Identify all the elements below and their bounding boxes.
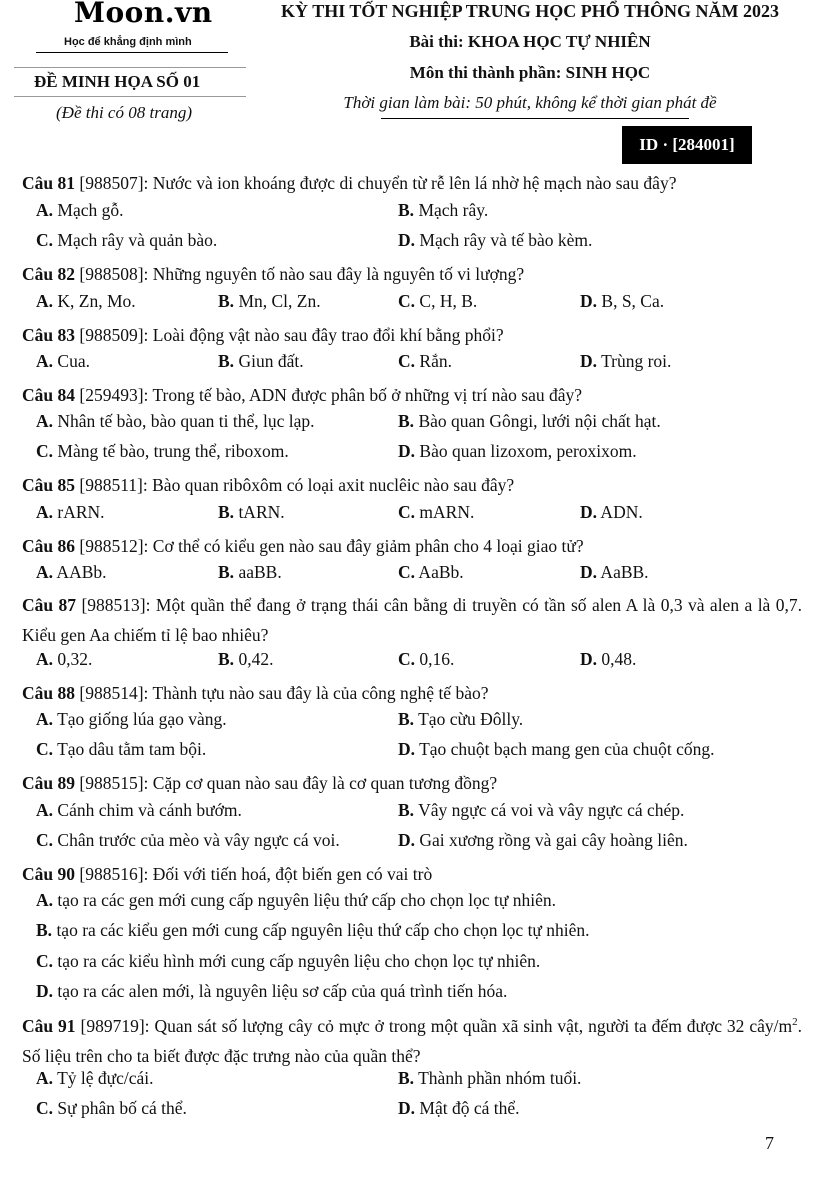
- option-text: 0,16.: [415, 649, 455, 669]
- option-text: Bào quan Gôngi, lưới nội chất hạt.: [414, 411, 661, 431]
- answer-option[interactable]: [36, 200, 124, 221]
- option-text: mARN.: [415, 502, 475, 522]
- answer-option[interactable]: [398, 800, 684, 821]
- answer-option[interactable]: [398, 200, 488, 221]
- option-letter: C.: [36, 951, 54, 971]
- option-text: tạo ra các kiểu gen mới cung cấp nguyên liệu thứ cấp cho chọn lọc tự nhiên.: [52, 920, 590, 940]
- exam-time: Thời gian làm bài: 50 phút, không kể thời gian phát đề: [343, 93, 717, 112]
- option-letter: D.: [398, 1098, 416, 1118]
- answer-option[interactable]: [36, 1098, 187, 1119]
- option-text: Mạch rây.: [414, 200, 489, 220]
- answer-option[interactable]: [36, 230, 217, 251]
- answer-option[interactable]: [218, 562, 282, 583]
- answer-option[interactable]: [36, 800, 242, 821]
- answer-option[interactable]: [36, 951, 540, 972]
- answer-option[interactable]: [398, 502, 474, 523]
- option-letter: B.: [218, 562, 235, 582]
- answer-option[interactable]: [398, 562, 464, 583]
- option-text: Tạo chuột bạch mang gen của chuột cống.: [415, 739, 715, 759]
- answer-option[interactable]: [36, 441, 289, 462]
- option-letter: A.: [36, 411, 54, 431]
- option-text: Tạo dâu tằm tam bội.: [53, 739, 207, 759]
- question-text: : Nước và ion khoáng được di chuyển từ rễ lên lá nhờ hệ mạch nào sau đây?: [143, 173, 677, 193]
- question-stem: [22, 531, 802, 561]
- question-id: [988509]: [75, 325, 144, 345]
- question-text: : Thành tựu nào sau đây là của công nghệ tế bào?: [143, 683, 489, 703]
- answer-option[interactable]: [36, 709, 227, 730]
- id-badge: ID · [284001]: [622, 126, 752, 164]
- question-id: [259493]: [75, 385, 144, 405]
- option-text: 0,48.: [597, 649, 637, 669]
- question-stem: [22, 678, 802, 708]
- question-id: [988515]: [75, 773, 144, 793]
- answer-option[interactable]: [36, 649, 92, 670]
- option-letter: A.: [36, 709, 54, 729]
- brand-logo: Moon.vn: [74, 0, 213, 29]
- option-text: aaBB.: [234, 562, 282, 582]
- option-text: K, Zn, Mo.: [53, 291, 136, 311]
- question-stem: [22, 168, 802, 198]
- exam-name: KỲ THI TỐT NGHIỆP TRUNG HỌC PHỔ THÔNG NĂM 2023: [281, 1, 779, 21]
- answer-option[interactable]: [398, 411, 661, 432]
- answer-option[interactable]: [36, 411, 314, 432]
- option-text: Sự phân bố cá thể.: [53, 1098, 187, 1118]
- question-text: : Cơ thể có kiểu gen nào sau đây giảm phân cho 4 loại giao tử?: [143, 536, 584, 556]
- option-text: Gai xương rồng và gai cây hoàng liên.: [415, 830, 688, 850]
- answer-option[interactable]: [36, 562, 107, 583]
- question-number: Câu 87: [22, 595, 77, 615]
- option-letter: B.: [218, 351, 235, 371]
- answer-option[interactable]: [398, 649, 454, 670]
- exam-subject: Bài thi: KHOA HỌC TỰ NHIÊN: [409, 32, 651, 51]
- question-stem: [22, 259, 802, 289]
- slogan-divider: [36, 52, 228, 53]
- answer-option[interactable]: [36, 981, 507, 1002]
- answer-option[interactable]: [398, 291, 477, 312]
- option-letter: A.: [36, 200, 54, 220]
- question-number: Câu 81: [22, 173, 75, 193]
- question-stem: [22, 590, 802, 650]
- option-letter: A.: [36, 649, 54, 669]
- option-letter: A.: [36, 291, 54, 311]
- option-letter: D.: [580, 502, 598, 522]
- answer-option[interactable]: [36, 739, 206, 760]
- option-letter: C.: [398, 502, 416, 522]
- option-text: Mn, Cl, Zn.: [234, 291, 321, 311]
- option-letter: B.: [398, 709, 415, 729]
- superscript: 2: [792, 1016, 798, 1029]
- option-text: tARN.: [234, 502, 285, 522]
- answer-option[interactable]: [36, 1068, 154, 1089]
- answer-option[interactable]: [580, 649, 636, 670]
- question-stem: [22, 1011, 802, 1071]
- answer-option[interactable]: [36, 890, 556, 911]
- option-text: Tạo cừu Đôlly.: [414, 709, 524, 729]
- brand-slogan: Học để khẳng định mình: [64, 36, 192, 48]
- option-letter: D.: [398, 441, 416, 461]
- answer-option[interactable]: [36, 830, 340, 851]
- option-letter: C.: [398, 562, 416, 582]
- question-id: [989719]: [75, 1016, 145, 1036]
- option-text: ADN.: [597, 502, 643, 522]
- answer-option[interactable]: [36, 502, 105, 523]
- question-text: : Cặp cơ quan nào sau đây là cơ quan tương đồng?: [143, 773, 498, 793]
- option-text: Tạo giống lúa gạo vàng.: [53, 709, 227, 729]
- option-letter: B.: [36, 920, 53, 940]
- question-id: [988511]: [75, 475, 143, 495]
- question-stem: [22, 859, 802, 889]
- time-divider: [381, 118, 689, 119]
- option-text: C, H, B.: [415, 291, 478, 311]
- answer-option[interactable]: [580, 562, 649, 583]
- question-number: Câu 82: [22, 264, 75, 284]
- option-letter: C.: [36, 1098, 54, 1118]
- question-stem: [22, 470, 802, 500]
- question-stem: [22, 768, 802, 798]
- question-text: : Quan sát số lượng cây cỏ mực ở trong một quần xã sinh vật, người ta đếm được 32 cây/m: [144, 1016, 793, 1036]
- option-text: Trùng roi.: [597, 351, 672, 371]
- option-letter: D.: [580, 649, 598, 669]
- option-letter: C.: [36, 230, 54, 250]
- option-text: Thành phần nhóm tuổi.: [414, 1068, 582, 1088]
- option-letter: C.: [36, 739, 54, 759]
- question-stem: [22, 380, 802, 410]
- answer-option[interactable]: [398, 709, 523, 730]
- answer-option[interactable]: [218, 649, 273, 670]
- option-letter: D.: [398, 739, 416, 759]
- question-text: : Bào quan ribôxôm có loại axit nuclêic nào sau đây?: [142, 475, 515, 495]
- option-text: Mạch rây và quản bào.: [53, 230, 218, 250]
- option-text: tạo ra các gen mới cung cấp nguyên liệu thứ cấp cho chọn lọc tự nhiên.: [53, 890, 556, 910]
- option-letter: C.: [398, 351, 416, 371]
- option-letter: A.: [36, 1068, 54, 1088]
- question-number: Câu 88: [22, 683, 75, 703]
- option-text: B, S, Ca.: [597, 291, 665, 311]
- answer-option[interactable]: [36, 291, 136, 312]
- question-id: [988512]: [75, 536, 144, 556]
- answer-option[interactable]: [398, 1098, 520, 1119]
- option-letter: D.: [580, 351, 598, 371]
- question-text: : Loài động vật nào sau đây trao đổi khí bằng phổi?: [143, 325, 504, 345]
- option-letter: C.: [398, 291, 416, 311]
- option-letter: B.: [398, 800, 415, 820]
- option-letter: A.: [36, 562, 54, 582]
- question-text-cont: . Số liệu trên cho ta biết được đặc trưng nào của quần thể?: [22, 1016, 802, 1066]
- answer-option[interactable]: [398, 351, 452, 372]
- question-id: [988513]: [76, 595, 146, 615]
- answer-option[interactable]: [36, 920, 590, 941]
- answer-option[interactable]: [36, 351, 90, 372]
- option-letter: D.: [580, 562, 598, 582]
- option-text: AABb.: [53, 562, 107, 582]
- answer-option[interactable]: [580, 351, 671, 372]
- question-number: Câu 86: [22, 536, 75, 556]
- question-number: Câu 83: [22, 325, 75, 345]
- answer-option[interactable]: [218, 291, 321, 312]
- question-text: : Đối với tiến hoá, đột biến gen có vai trò: [143, 864, 433, 884]
- page-number: 7: [765, 1133, 774, 1153]
- answer-option[interactable]: [398, 1068, 581, 1089]
- question-text: : Một quần thể đang ở trạng thái cân bằng di truyền có tần số alen A là 0,3 và alen a là 0,7. Kiểu gen Aa chiếm tỉ lệ bao nhiêu?: [22, 595, 802, 645]
- question-number: Câu 90: [22, 864, 75, 884]
- question-id: [988507]: [75, 173, 144, 193]
- option-text: Mật độ cá thể.: [415, 1098, 520, 1118]
- option-letter: B.: [398, 200, 415, 220]
- option-text: Bào quan lizoxom, peroxixom.: [415, 441, 637, 461]
- question-id: [988516]: [75, 864, 144, 884]
- option-letter: D.: [398, 830, 416, 850]
- pages-note: (Đề thi có 08 trang): [56, 103, 192, 122]
- answer-option[interactable]: [398, 230, 592, 251]
- question-number: Câu 85: [22, 475, 75, 495]
- option-text: rARN.: [53, 502, 105, 522]
- question-id: [988508]: [75, 264, 144, 284]
- option-text: Nhân tế bào, bào quan ti thể, lục lạp.: [53, 411, 315, 431]
- answer-option[interactable]: [218, 351, 304, 372]
- option-text: AaBb.: [415, 562, 464, 582]
- option-letter: C.: [36, 830, 54, 850]
- question-number: Câu 91: [22, 1016, 76, 1036]
- question-number: Câu 84: [22, 385, 75, 405]
- option-letter: B.: [398, 411, 415, 431]
- answer-option[interactable]: [398, 830, 688, 851]
- option-letter: C.: [398, 649, 416, 669]
- option-letter: C.: [36, 441, 54, 461]
- option-text: Giun đất.: [234, 351, 304, 371]
- option-text: AaBB.: [597, 562, 649, 582]
- exam-label: ĐỀ MINH HỌA SỐ 01: [34, 72, 201, 91]
- option-letter: B.: [398, 1068, 415, 1088]
- option-text: tạo ra các kiểu hình mới cung cấp nguyên liệu cho chọn lọc tự nhiên.: [53, 951, 541, 971]
- option-text: 0,42.: [234, 649, 274, 669]
- option-letter: A.: [36, 502, 54, 522]
- option-letter: B.: [218, 291, 235, 311]
- option-text: Rắn.: [415, 351, 452, 371]
- question-id: [988514]: [75, 683, 144, 703]
- option-text: Cua.: [53, 351, 90, 371]
- option-text: Chân trước của mèo và vây ngực cá voi.: [53, 830, 340, 850]
- question-number: Câu 89: [22, 773, 75, 793]
- option-text: 0,32.: [53, 649, 93, 669]
- question-text: : Những nguyên tố nào sau đây là nguyên tố vi lượng?: [143, 264, 525, 284]
- answer-option[interactable]: [398, 441, 637, 462]
- answer-option[interactable]: [398, 739, 715, 760]
- option-text: Mạch rây và tế bào kèm.: [415, 230, 593, 250]
- answer-option[interactable]: [580, 502, 643, 523]
- answer-option[interactable]: [580, 291, 664, 312]
- question-stem: [22, 320, 802, 350]
- option-letter: A.: [36, 800, 54, 820]
- exam-component: Môn thi thành phần: SINH HỌC: [409, 63, 651, 82]
- option-letter: B.: [218, 502, 235, 522]
- question-text: : Trong tế bào, ADN được phân bố ở những vị trí nào sau đây?: [143, 385, 583, 405]
- option-letter: D.: [580, 291, 598, 311]
- option-text: tạo ra các alen mới, là nguyên liệu sơ cấp của quá trình tiến hóa.: [53, 981, 508, 1001]
- option-letter: A.: [36, 351, 54, 371]
- option-text: Cánh chim và cánh bướm.: [53, 800, 242, 820]
- option-text: Tỷ lệ đực/cái.: [53, 1068, 154, 1088]
- option-letter: A.: [36, 890, 54, 910]
- option-letter: D.: [36, 981, 54, 1001]
- answer-option[interactable]: [218, 502, 285, 523]
- option-letter: D.: [398, 230, 416, 250]
- option-letter: B.: [218, 649, 235, 669]
- option-text: Vây ngực cá voi và vây ngực cá chép.: [414, 800, 685, 820]
- option-text: Màng tế bào, trung thể, riboxom.: [53, 441, 289, 461]
- option-text: Mạch gỗ.: [53, 200, 124, 220]
